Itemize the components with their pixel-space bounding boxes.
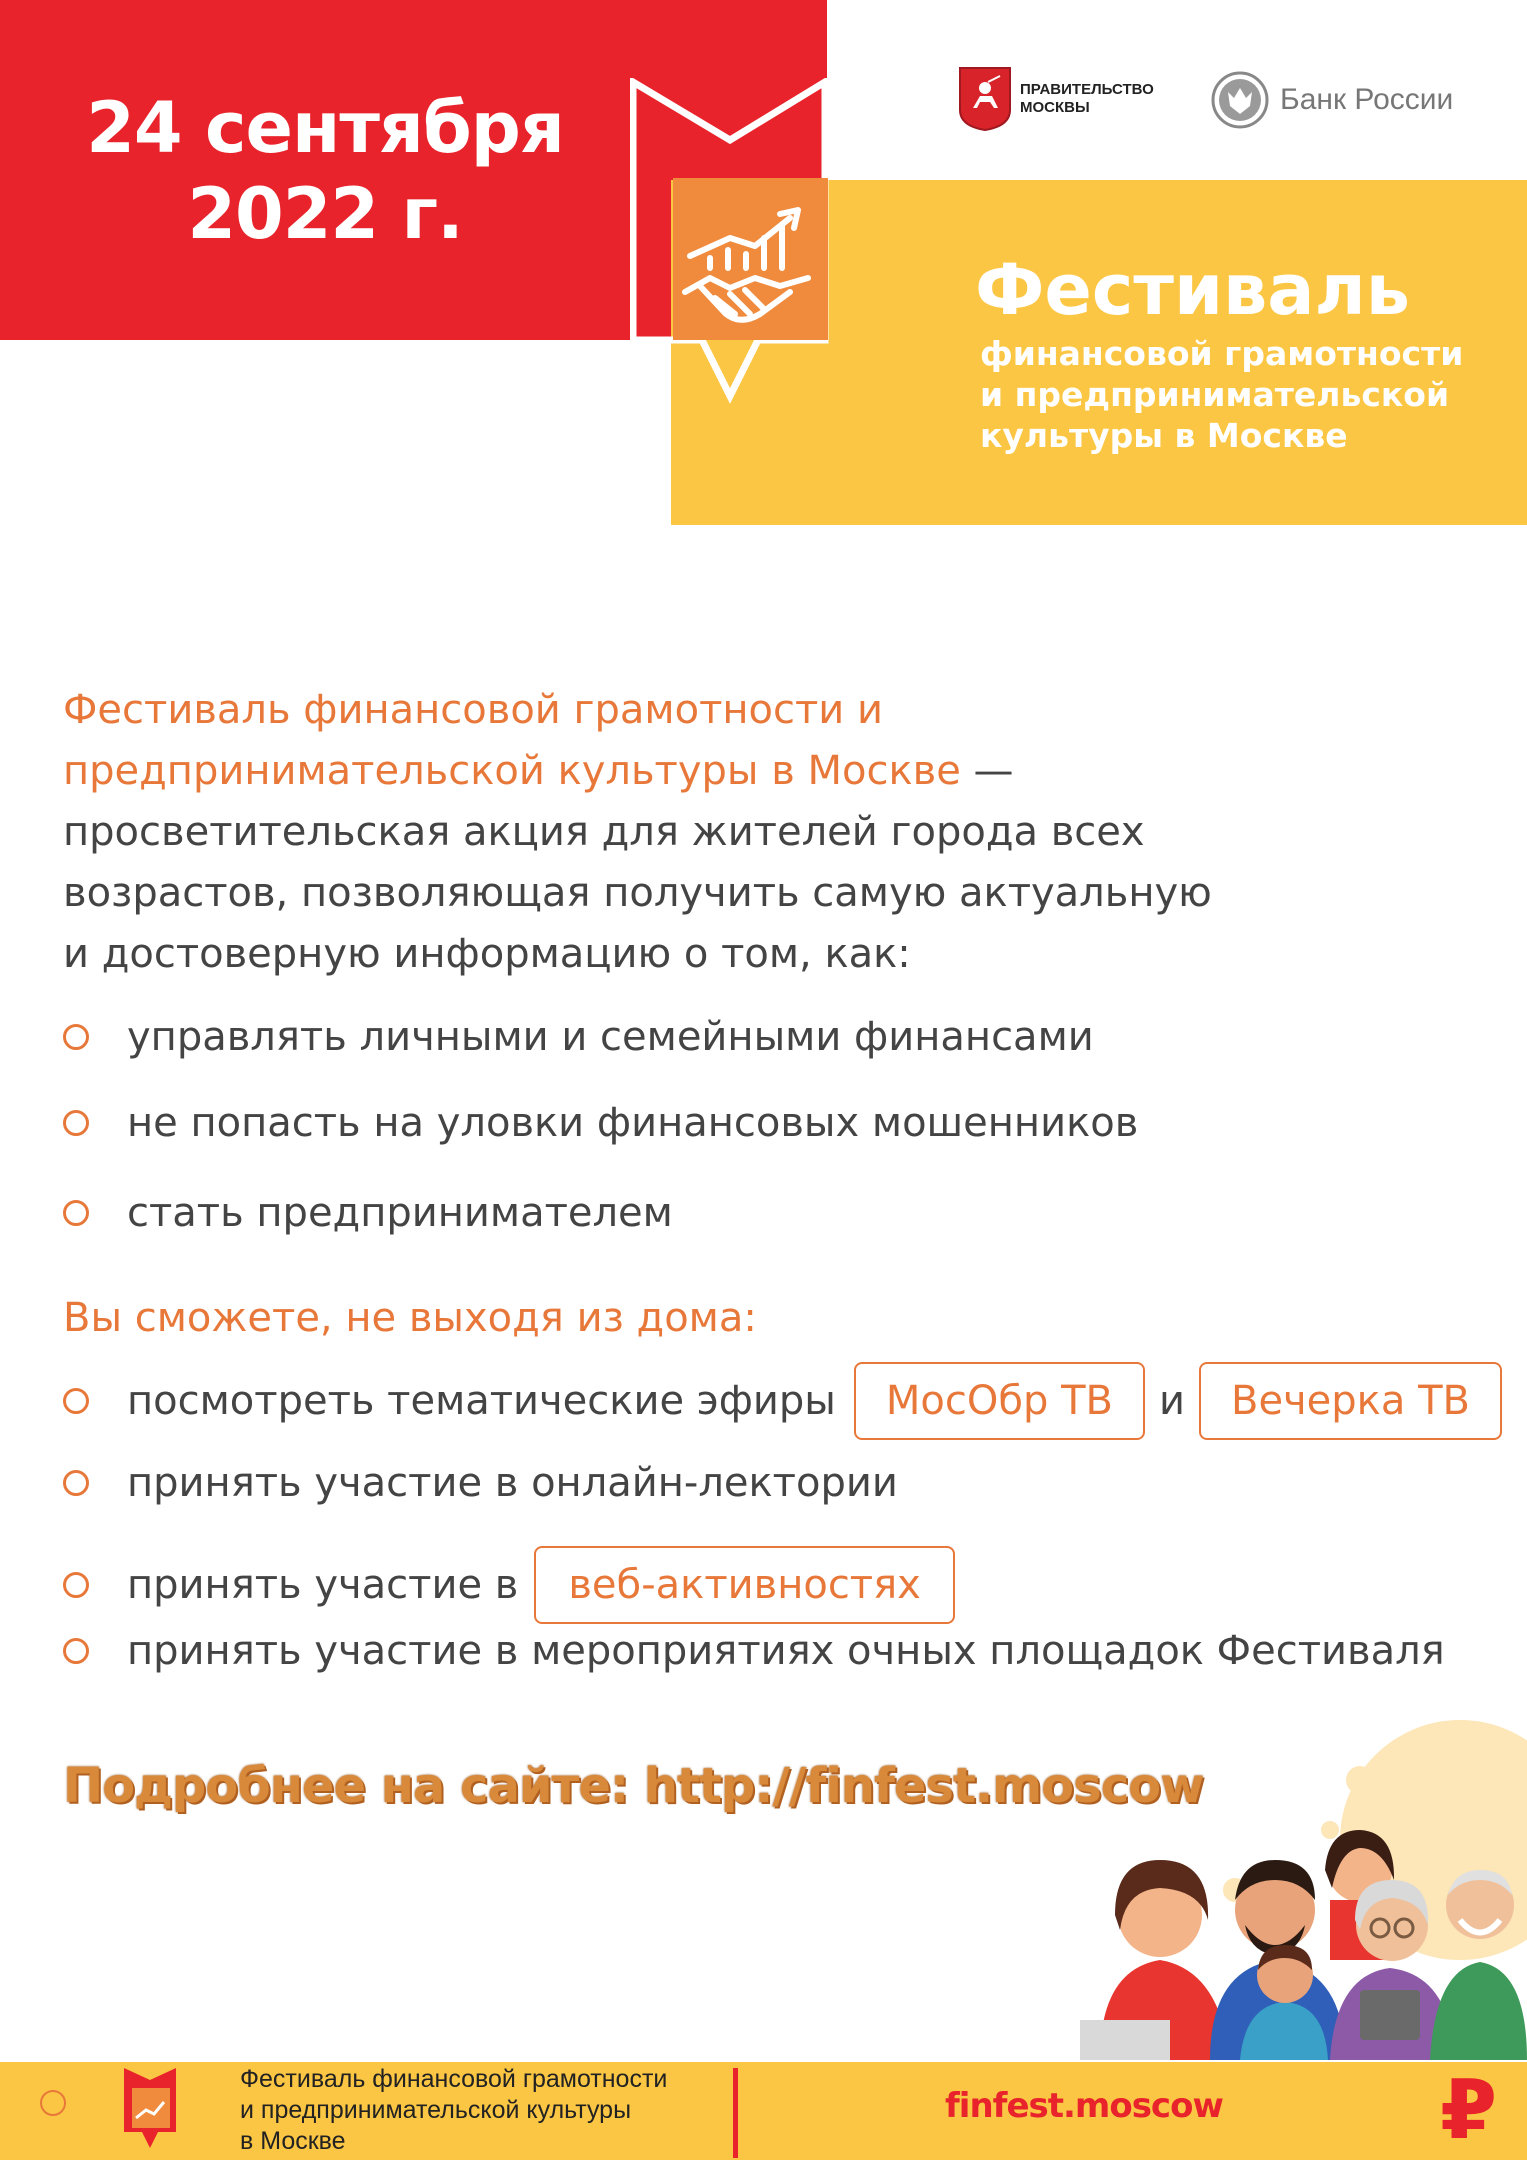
bank-of-russia-emblem-icon — [1210, 70, 1270, 130]
bullet-circle-icon — [63, 1572, 89, 1598]
event-date — [0, 85, 650, 257]
festival-subtitle — [980, 333, 1500, 456]
online-subheading: Вы сможете, не выходя из дома: — [63, 1295, 757, 1341]
footer-text-line1: Фестиваль финансовой грамотности — [240, 2065, 668, 2093]
festival-shield-logo — [630, 78, 870, 438]
moscow-government-logo — [958, 66, 1154, 132]
bullet-circle-icon — [63, 1110, 89, 1136]
intro-highlight: Фестиваль финансовой грамотности и предпринимательской культуры в Москве — [63, 687, 961, 794]
vecherka-tv-link[interactable]: Вечерка ТВ — [1199, 1362, 1502, 1440]
moscow-emblem-icon — [958, 66, 1012, 132]
bullet-circle-icon — [63, 1388, 89, 1414]
list-item-text: управлять личными и семейными финансами — [127, 1014, 1094, 1060]
footer-bar — [0, 2062, 1527, 2160]
gov-text-line1: ПРАВИТЕЛЬСТВО — [1020, 81, 1154, 98]
ruble-icon: ₽ — [1440, 2063, 1498, 2158]
footer-festival-name — [240, 2064, 667, 2157]
footer-divider — [733, 2068, 738, 2158]
list-item — [63, 1628, 1445, 1674]
event-date-day: 24 сентября — [86, 87, 564, 169]
bank-of-russia-logo — [1210, 70, 1453, 130]
intro-rest: — просветительская акция для жителей города всех возрастов, позволяющая получить самую актуальную и достоверную информацию о том, как: — [63, 748, 1212, 977]
bank-of-russia-text: Банк России — [1280, 83, 1454, 116]
moscow-government-text — [1020, 81, 1154, 117]
list-item — [63, 1100, 1138, 1146]
footer-text-line2: и предпринимательской культуры — [240, 2096, 632, 2124]
conjunction-text: и — [1159, 1378, 1185, 1424]
festival-subtitle-line3: культуры в Москве — [980, 416, 1348, 455]
list-item — [63, 1014, 1094, 1060]
list-item-text: стать предпринимателем — [127, 1190, 673, 1236]
footer-text-line3: в Москве — [240, 2127, 346, 2155]
bullet-circle-icon — [63, 1638, 89, 1664]
list-item-text: принять участие в онлайн-лектории — [127, 1460, 898, 1506]
list-item-text: принять участие в мероприятиях очных площадок Фестиваля — [127, 1628, 1445, 1674]
bullet-circle-icon — [63, 1024, 89, 1050]
list-item-text: не попасть на уловки финансовых мошенников — [127, 1100, 1139, 1146]
list-item — [63, 1362, 1516, 1440]
footer-website-link[interactable]: finfest.moscow — [945, 2086, 1223, 2126]
festival-title: Фестиваль — [975, 249, 1411, 331]
bullet-circle-icon — [63, 1200, 89, 1226]
gov-text-line2: МОСКВЫ — [1020, 99, 1090, 116]
website-link[interactable]: Подробнее на сайте: http://finfest.moscow — [63, 1758, 1204, 1814]
event-date-year: 2022 г. — [187, 173, 463, 255]
list-item-text: посмотреть тематические эфиры — [127, 1378, 836, 1424]
list-item — [63, 1546, 969, 1624]
list-item — [63, 1460, 898, 1506]
festival-subtitle-line1: финансовой грамотности — [980, 334, 1464, 373]
footer-circle-icon — [40, 2090, 66, 2116]
mosobr-tv-link[interactable]: МосОбр ТВ — [854, 1362, 1145, 1440]
bullet-circle-icon — [63, 1470, 89, 1496]
list-item — [63, 1190, 673, 1236]
list-item-text: принять участие в — [127, 1562, 519, 1608]
footer-festival-logo — [122, 2066, 178, 2150]
web-activities-link[interactable]: веб-активностях — [534, 1546, 954, 1624]
family-illustration — [1060, 1720, 1527, 2060]
festival-subtitle-line2: и предпринимательской — [980, 375, 1450, 414]
intro-paragraph — [63, 680, 1243, 985]
